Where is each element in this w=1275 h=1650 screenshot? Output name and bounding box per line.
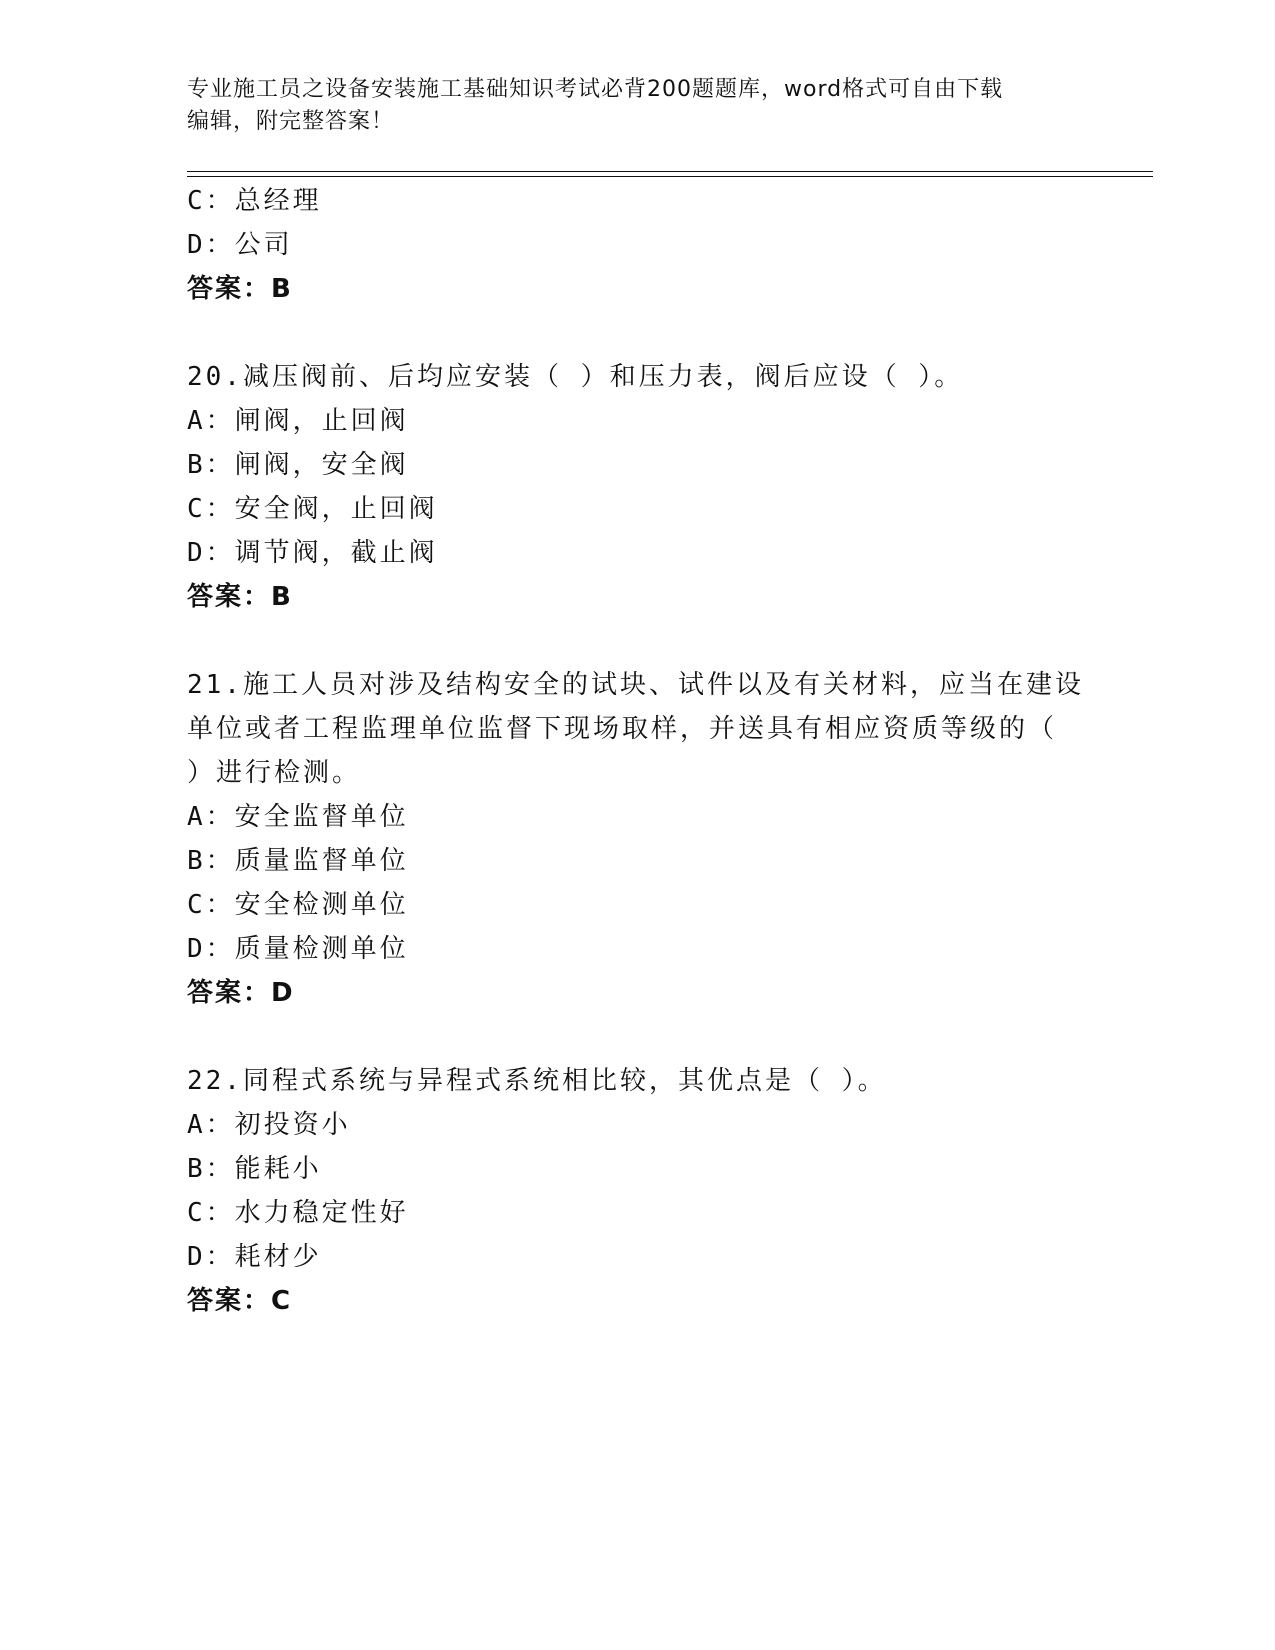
question-22-option-d: D：耗材少	[187, 1242, 322, 1272]
question-21-answer: 答案：D	[187, 978, 295, 1008]
question-21-option-d: D：质量检测单位	[187, 934, 409, 964]
question-21-text-line-2: 单位或者工程监理单位监督下现场取样，并送具有相应资质等级的（	[187, 714, 1058, 744]
question-20-option-a: A：闸阀，止回阀	[187, 406, 409, 436]
document-header	[187, 74, 1087, 138]
header-rule-top	[187, 171, 1153, 172]
option-c: C：总经理	[187, 186, 322, 216]
question-21-text-line-1: 21.施工人员对涉及结构安全的试块、试件以及有关材料，应当在建设	[187, 670, 1084, 700]
question-21-text-line-3: ）进行检测。	[187, 758, 362, 788]
question-20-option-d: D：调节阀，截止阀	[187, 538, 438, 568]
option-d: D：公司	[187, 230, 293, 260]
header-rule-bottom	[187, 176, 1153, 177]
header-line-2: 编辑，附完整答案！	[187, 109, 395, 134]
question-22-option-a: A：初投资小	[187, 1110, 351, 1140]
question-22-text: 22.同程式系统与异程式系统相比较，其优点是（ ）。	[187, 1066, 887, 1096]
answer-line: 答案：B	[187, 274, 293, 304]
question-21-option-c: C：安全检测单位	[187, 890, 409, 920]
question-22-answer: 答案：C	[187, 1286, 293, 1316]
question-21-option-a: A：安全监督单位	[187, 802, 409, 832]
question-22-option-b: B：能耗小	[187, 1154, 322, 1184]
header-line-1: 专业施工员之设备安装施工基础知识考试必背200题题库，word格式可自由下载	[187, 77, 1004, 102]
question-21-option-b: B：质量监督单位	[187, 846, 409, 876]
question-20-text: 20.减压阀前、后均应安装（ ）和压力表，阀后应设（ ）。	[187, 362, 964, 392]
question-20-option-c: C：安全阀，止回阀	[187, 494, 438, 524]
question-22-option-c: C：水力稳定性好	[187, 1198, 409, 1228]
question-20-option-b: B：闸阀，安全阀	[187, 450, 409, 480]
question-20-answer: 答案：B	[187, 582, 293, 612]
